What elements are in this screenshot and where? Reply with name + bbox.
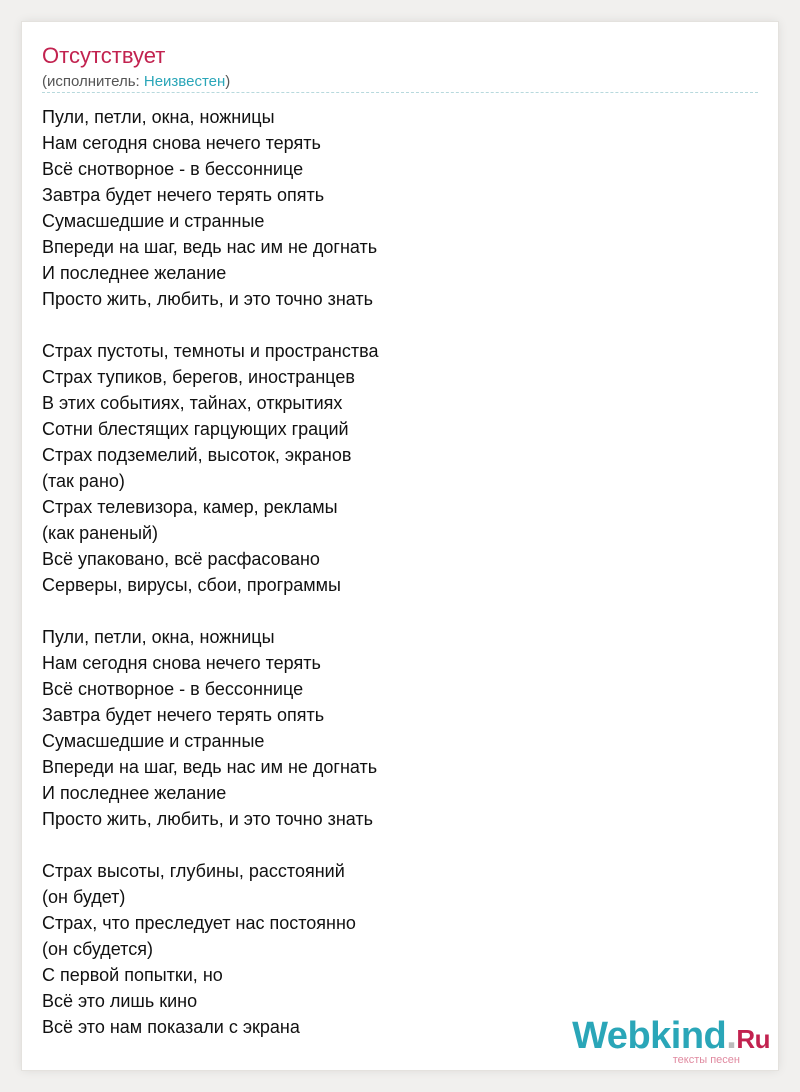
lyrics-line: (так рано)	[42, 471, 125, 491]
logo-name: Webkind	[572, 1015, 727, 1057]
artist-line	[42, 72, 230, 92]
lyrics-line: В этих событиях, тайнах, открытиях	[42, 393, 343, 413]
lyrics-line: Нам сегодня снова нечего терять	[42, 653, 321, 673]
lyrics-line: Просто жить, любить, и это точно знать	[42, 809, 374, 829]
lyrics-line: Всё снотворное - в бессоннице	[42, 159, 304, 179]
lyrics-stanza	[42, 624, 742, 832]
lyrics-line: Пули, петли, окна, ножницы	[42, 107, 275, 127]
lyrics-line: Страх высоты, глубины, расстояний	[42, 861, 345, 881]
title-divider	[42, 92, 758, 93]
lyrics-line: Нам сегодня снова нечего терять	[42, 133, 321, 153]
logo-dot: .	[726, 1015, 737, 1057]
lyrics-line: С первой попытки, но	[42, 965, 223, 985]
lyrics-line: Всё упаковано, всё расфасовано	[42, 549, 320, 569]
lyrics-line: Сотни блестящих гарцующих граций	[42, 419, 349, 439]
song-title: Отсутствует	[42, 43, 166, 68]
logo-tagline: тексты песен	[672, 1054, 740, 1066]
lyrics-line: Страх, что преследует нас постоянно	[42, 913, 356, 933]
lyrics-line: Сумасшедшие и странные	[42, 731, 265, 751]
lyrics-line: Впереди на шаг, ведь нас им не догнать	[42, 757, 378, 777]
lyrics-line: (как раненый)	[42, 523, 159, 543]
lyrics-line: Завтра будет нечего терять опять	[42, 705, 325, 725]
lyrics-line: Страх тупиков, берегов, иностранцев	[42, 367, 355, 387]
lyrics-line: Пули, петли, окна, ножницы	[42, 627, 275, 647]
artist-suffix: )	[225, 73, 231, 90]
lyrics-stanza	[42, 338, 742, 598]
site-logo[interactable]	[570, 1016, 770, 1066]
lyrics-stanza	[42, 858, 742, 1040]
lyrics-line: Серверы, вирусы, сбои, программы	[42, 575, 341, 595]
lyrics-line: Сумасшедшие и странные	[42, 211, 265, 231]
lyrics-line: Страх пустоты, темноты и пространства	[42, 341, 379, 361]
lyrics-line: Страх подземелий, высоток, экранов	[42, 445, 352, 465]
lyrics-line: Всё это лишь кино	[42, 991, 198, 1011]
artist-prefix: (исполнитель:	[42, 73, 144, 90]
lyrics-line: (он будет)	[42, 887, 126, 907]
lyrics-line: Впереди на шаг, ведь нас им не догнать	[42, 237, 378, 257]
lyrics-text	[42, 104, 742, 1040]
logo-tld: Ru	[736, 1024, 770, 1054]
lyrics-line: Страх телевизора, камер, рекламы	[42, 497, 338, 517]
lyrics-line: Просто жить, любить, и это точно знать	[42, 289, 374, 309]
lyrics-line: (он сбудется)	[42, 939, 153, 959]
logo-wordmark	[570, 1016, 770, 1059]
lyrics-line: Завтра будет нечего терять опять	[42, 185, 325, 205]
lyrics-line: Всё снотворное - в бессоннице	[42, 679, 304, 699]
lyrics-line: И последнее желание	[42, 783, 227, 803]
lyrics-card	[22, 22, 778, 1070]
lyrics-line: Всё это нам показали с экрана	[42, 1017, 300, 1037]
lyrics-line: И последнее желание	[42, 263, 227, 283]
lyrics-stanza	[42, 104, 742, 312]
artist-link[interactable]: Неизвестен	[143, 73, 226, 90]
